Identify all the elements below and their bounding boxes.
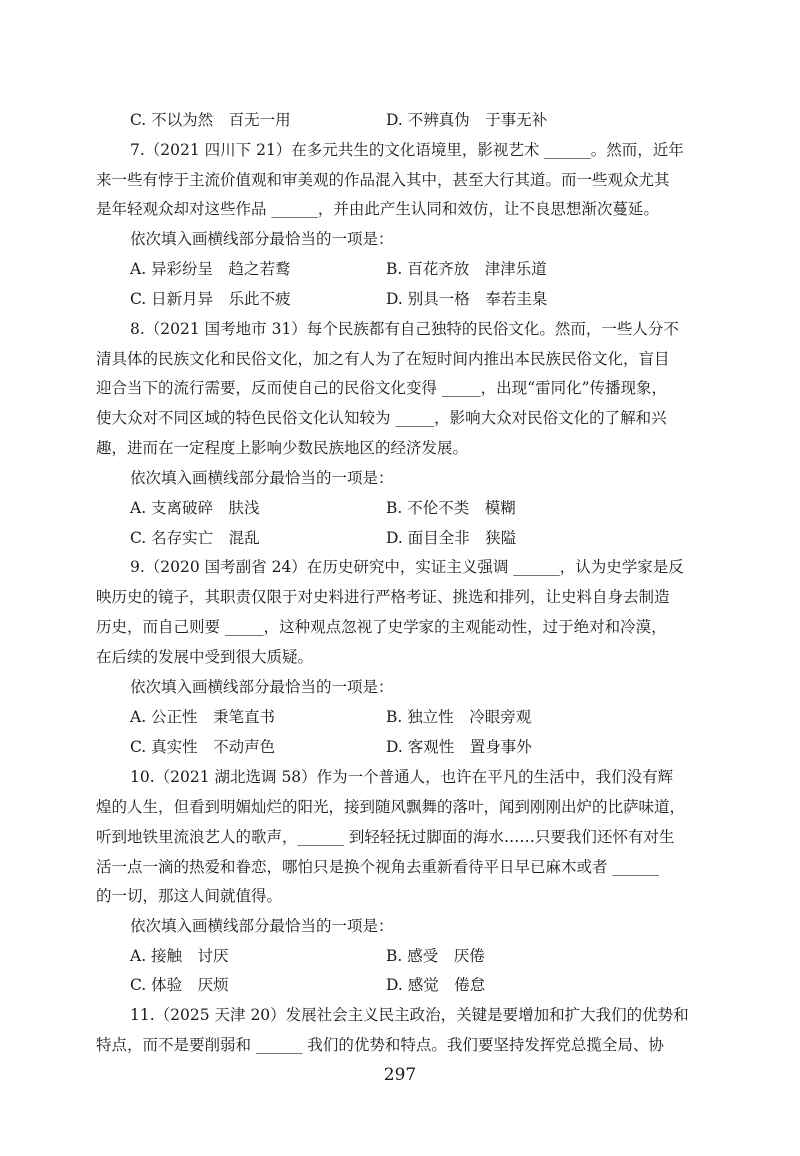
q10-stem-line: 的一切，那这人间就值得。: [96, 887, 283, 905]
q8-option-b: B. 不伦不类 模糊: [386, 499, 516, 517]
q6-option-d: D. 不辨真伪 于事无补: [386, 111, 548, 129]
q10-stem-line: 听到地铁里流浪艺人的歌声，______ 到轻轻抚过脚面的海水……只要我们还怀有对生: [96, 828, 675, 846]
q8-stem-line: 8.（2021 国考地市 31）每个民族都有自己独特的民俗文化。然而，一些人分不: [130, 320, 679, 338]
q10-option-b: B. 感受 厌倦: [386, 947, 485, 965]
q9-option-b: B. 独立性 冷眼旁观: [386, 708, 532, 726]
q8-stem-line: 趣，进而在一定程度上影响少数民族地区的经济发展。: [96, 439, 469, 457]
q7-stem-line: 来一些有悖于主流价值观和审美观的作品混入其中，甚至大行其道。而一些观众尤其: [96, 171, 670, 189]
q8-option-d: D. 面目全非 狭隘: [386, 529, 517, 547]
q10-prompt: 依次填入画横线部分最恰当的一项是：: [130, 917, 394, 935]
q9-prompt: 依次填入画横线部分最恰当的一项是：: [130, 678, 394, 696]
q9-option-a: A. 公正性 秉笔直书: [130, 708, 276, 726]
q10-option-c: C. 体验 厌烦: [130, 976, 229, 994]
q10-stem-line: 10.（2021 湖北选调 58）作为一个普通人，也许在平凡的生活中，我们没有辉: [130, 768, 674, 786]
q7-stem-line: 是年轻观众却对这些作品 ______，并由此产生认同和效仿，让不良思想渐次蔓延。: [96, 200, 659, 218]
q11-stem-line: 特点，而不是要削弱和 ______ 我们的优势和特点。我们要坚持发挥党总揽全局、协: [96, 1036, 664, 1054]
q8-stem-line: 清具体的民族文化和民俗文化，加之有人为了在短时间内推出本民族民俗文化，盲目: [96, 350, 670, 368]
q8-prompt: 依次填入画横线部分最恰当的一项是：: [130, 469, 394, 487]
q9-stem-line: 映历史的镜子，其职责仅限于对史料进行严格考证、挑选和排列，让史料自身去制造: [96, 588, 670, 606]
q10-option-d: D. 感觉 倦怠: [386, 976, 486, 994]
q7-option-a: A. 异彩纷呈 趋之若鹜: [130, 260, 291, 278]
q8-stem-line: 迎合当下的流行需要，反而使自己的民俗文化变得 _____，出现“雷同化”传播现象，: [96, 379, 668, 397]
q7-option-c: C. 日新月异 乐此不疲: [130, 290, 291, 308]
q9-option-d: D. 客观性 置身事外: [386, 738, 532, 756]
q7-option-b: B. 百花齐放 津津乐道: [386, 260, 547, 278]
q10-stem-line: 活一点一滴的热爱和眷恋，哪怕只是换个视角去重新看待平日早已麻木或者 ______: [96, 858, 659, 876]
q7-prompt: 依次填入画横线部分最恰当的一项是：: [130, 230, 394, 248]
q10-stem-line: 煌的人生，但看到明媚灿烂的阳光，接到随风飘舞的落叶，闻到刚刚出炉的比萨味道，: [96, 798, 686, 816]
q9-stem-line: 在后续的发展中受到很大质疑。: [96, 648, 314, 666]
q7-option-d: D. 别具一格 奉若圭臬: [386, 290, 548, 308]
q7-stem-line: 7.（2021 四川下 21）在多元共生的文化语境里，影视艺术 ______。然而，近年: [130, 141, 684, 159]
q9-option-c: C. 真实性 不动声色: [130, 738, 276, 756]
q10-option-a: A. 接触 讨厌: [130, 947, 229, 965]
q8-stem-line: 使大众对不同区域的特色民俗文化认知较为 _____，影响大众对民俗文化的了解和兴: [96, 409, 667, 427]
q11-stem-line: 11.（2025 天津 20）发展社会主义民主政治，关键是要增加和扩大我们的优势和: [130, 1006, 689, 1024]
q9-stem-line: 历史，而自己则要 _____，这种观点忽视了史学家的主观能动性，过于绝对和冷漠，: [96, 618, 667, 636]
page-number: 297: [383, 1065, 417, 1085]
q8-option-c: C. 名存实亡 混乱: [130, 529, 260, 547]
q6-option-c: C. 不以为然 百无一用: [130, 111, 291, 129]
q8-option-a: A. 支离破碎 肤浅: [130, 499, 260, 517]
q9-stem-line: 9.（2020 国考副省 24）在历史研究中，实证主义强调 ______，认为史学家是反: [130, 558, 684, 576]
